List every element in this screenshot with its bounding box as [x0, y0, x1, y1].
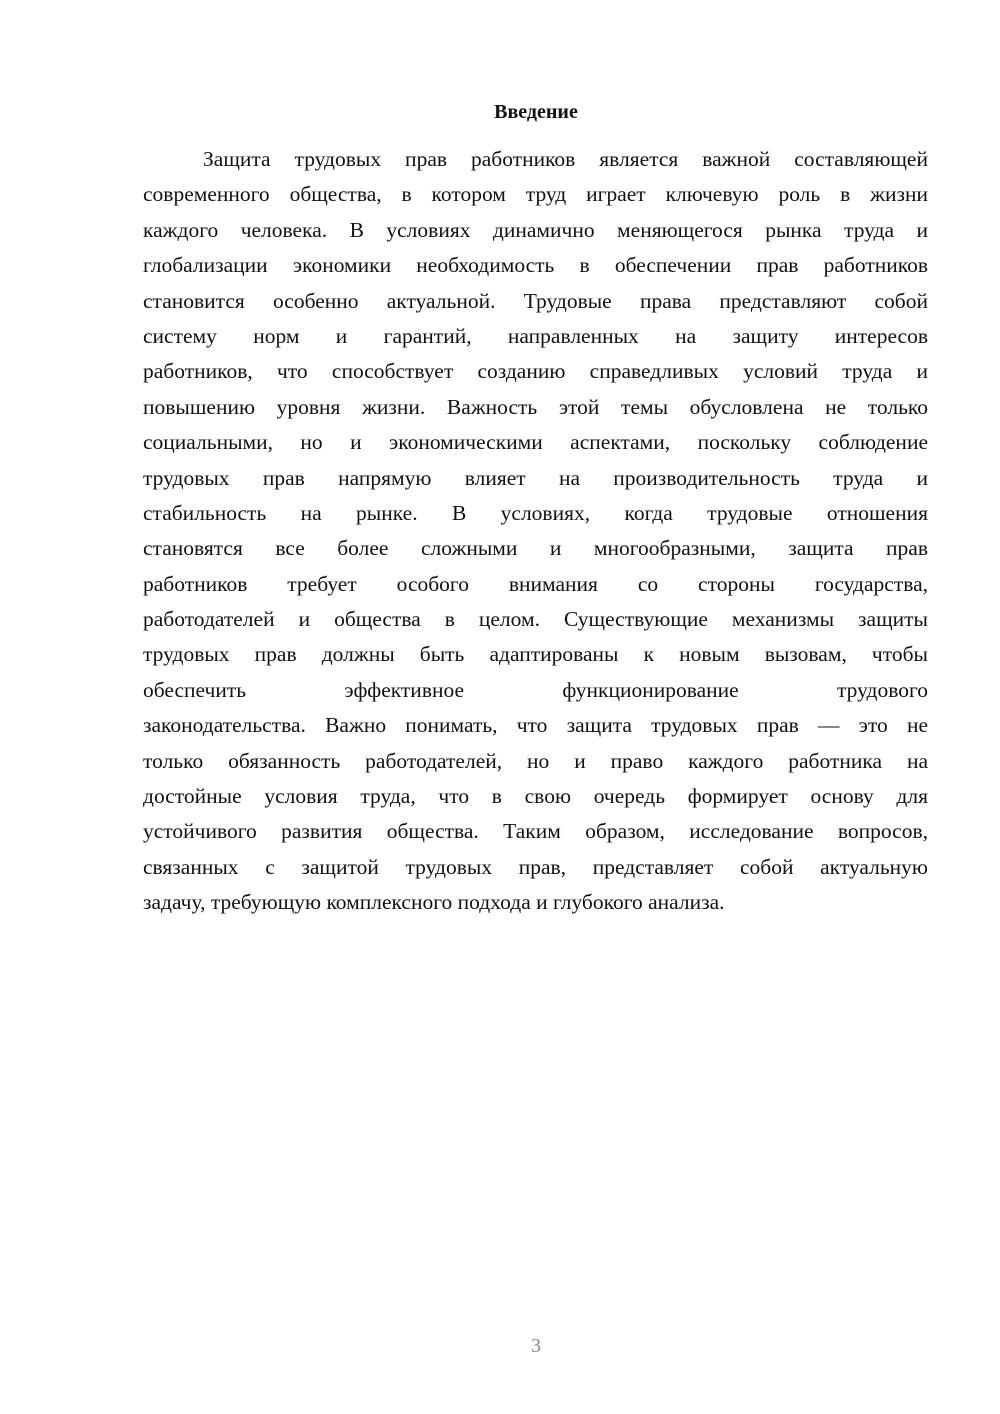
paragraph-line: трудовых прав должны быть адаптированы к новым вызовам, чтобы — [143, 642, 928, 667]
paragraph-line: повышению уровня жизни. Важность этой темы обусловлена не только — [143, 394, 928, 419]
paragraph-line: глобализации экономики необходимость в обеспечении прав работников — [143, 253, 928, 278]
paragraph-line: становится особенно актуальной. Трудовые права представляют собой — [143, 288, 928, 313]
paragraph-line: стабильность на рынке. В условиях, когда трудовые отношения — [143, 500, 928, 525]
paragraph-line: устойчивого развития общества. Таким образом, исследование вопросов, — [143, 819, 928, 844]
paragraph-line: Защита трудовых прав работников является важной составляющей — [203, 147, 928, 171]
paragraph-line: становятся все более сложными и многообразными, защита прав — [143, 536, 928, 561]
section-heading: Введение — [494, 101, 578, 123]
paragraph-line: связанных с защитой трудовых прав, представляет собой актуальную — [143, 854, 928, 879]
paragraph-line: трудовых прав напрямую влияет на производительность труда и — [143, 465, 928, 490]
paragraph-line: задачу, требующую комплексного подхода и глубокого анализа. — [143, 890, 725, 915]
page-number: 3 — [531, 1335, 541, 1357]
paragraph-line: работников требует особого внимания со стороны государства, — [143, 571, 928, 596]
paragraph-line: работников, что способствует созданию справедливых условий труда и — [143, 359, 928, 384]
paragraph-line: работодателей и общества в целом. Существующие механизмы защиты — [143, 607, 928, 632]
paragraph-line: каждого человека. В условиях динамично меняющегося рынка труда и — [143, 217, 928, 242]
paragraph-line: социальными, но и экономическими аспектами, поскольку соблюдение — [143, 430, 928, 455]
introduction-paragraph — [143, 142, 928, 921]
paragraph-line: современного общества, в котором труд играет ключевую роль в жизни — [143, 182, 928, 207]
paragraph-line: только обязанность работодателей, но и право каждого работника на — [143, 748, 928, 773]
paragraph-line: законодательства. Важно понимать, что защита трудовых прав — это не — [143, 713, 928, 738]
paragraph-line: обеспечить эффективное функционирование трудового — [143, 677, 928, 702]
paragraph-line: систему норм и гарантий, направленных на защиту интересов — [143, 323, 928, 348]
paragraph-line: достойные условия труда, что в свою очередь формирует основу для — [143, 784, 928, 809]
